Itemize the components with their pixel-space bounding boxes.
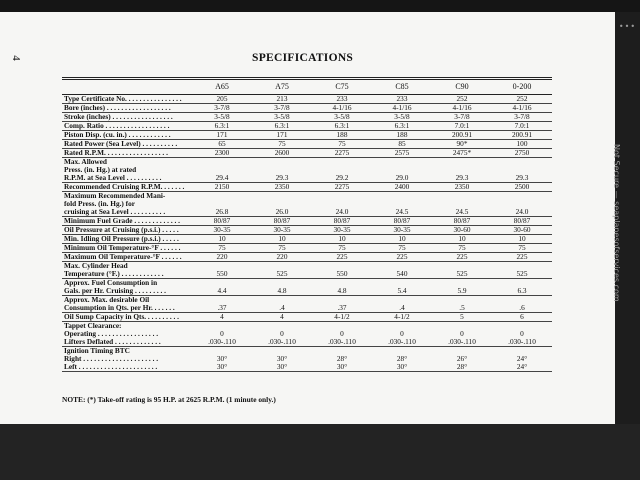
page-title: SPECIFICATIONS xyxy=(252,52,354,64)
cell-value: .5 xyxy=(432,296,492,313)
cell-value: 4.8 xyxy=(252,279,312,296)
cell-value: 24.5 xyxy=(432,192,492,217)
window-top-bar xyxy=(0,0,640,12)
cell-value: 75 xyxy=(192,244,252,253)
column-header: 0-200 xyxy=(492,80,552,95)
cell-value: 4-1/16 xyxy=(312,104,372,113)
cell-value: 2750 xyxy=(492,149,552,158)
document-page xyxy=(0,12,615,424)
cell-value: 2150 xyxy=(192,183,252,192)
cell-value: 7.0:1 xyxy=(492,122,552,131)
row-label: Stroke (inches) . . . . . . . . . . . . . . . . . xyxy=(62,113,192,122)
cell-value: 26.0 xyxy=(252,192,312,217)
cell-value: 0 .030-.110 xyxy=(372,322,432,347)
cell-value: 10 xyxy=(252,235,312,244)
cell-value: 85 xyxy=(372,140,432,149)
cell-value: 75 xyxy=(312,140,372,149)
cell-value: 6.3:1 xyxy=(192,122,252,131)
cell-value: 10 xyxy=(492,235,552,244)
cell-value: .4 xyxy=(372,296,432,313)
cell-value: 3-7/8 xyxy=(432,113,492,122)
cell-value: 525 xyxy=(252,262,312,279)
cell-value: .4 xyxy=(252,296,312,313)
cell-value: .6 xyxy=(492,296,552,313)
cell-value: 0 .030-.110 xyxy=(312,322,372,347)
cell-value: 2350 xyxy=(252,183,312,192)
row-label: Minimum Oil Temperature-°F . . . . . . xyxy=(62,244,192,253)
cell-value: 225 xyxy=(312,253,372,262)
cell-value: 24° xyxy=(492,363,552,372)
cell-value: 29.3 xyxy=(252,158,312,183)
cell-value: 29.4 xyxy=(192,158,252,183)
cell-value: 213 xyxy=(252,95,312,104)
cell-value: 2300 xyxy=(192,149,252,158)
cell-value: .37 xyxy=(192,296,252,313)
column-header: C85 xyxy=(372,80,432,95)
cell-value: 24.0 xyxy=(312,192,372,217)
cell-value: 28° xyxy=(432,363,492,372)
cell-value: 225 xyxy=(432,253,492,262)
cell-value: 525 xyxy=(432,262,492,279)
cell-value: 10 xyxy=(192,235,252,244)
page-number: 4 xyxy=(9,55,22,61)
cell-value: 26° xyxy=(456,354,468,363)
cell-value: 6 xyxy=(492,313,552,322)
cell-value: 30-60 xyxy=(432,226,492,235)
row-label: Oil Sump Capacity in Qts. . . . . . . . . . xyxy=(62,313,192,322)
cell-value: 30° xyxy=(192,363,252,372)
cell-value: 220 xyxy=(252,253,312,262)
cell-value: 200.91 xyxy=(432,131,492,140)
row-label: Max. Cylinder Head Temperature (°F.) . . . . . . . . . . . . xyxy=(62,262,192,279)
more-options-icon[interactable]: ••• xyxy=(618,22,637,31)
cell-value: 10 xyxy=(372,235,432,244)
cell-value: 90* xyxy=(432,140,492,149)
cell-value: 6.3 xyxy=(492,279,552,296)
table-row xyxy=(62,262,552,279)
cell-value: 6.3:1 xyxy=(252,122,312,131)
cell-value: 525 xyxy=(492,262,552,279)
cell-value: 75 xyxy=(372,244,432,253)
footnote: NOTE: (*) Take-off rating is 95 H.P. at 2625 R.P.M. (1 minute only.) xyxy=(62,395,276,404)
cell-value: 26.8 xyxy=(192,192,252,217)
cell-value: 171 xyxy=(192,131,252,140)
cell-value: 30° xyxy=(276,354,288,363)
cell-value: 30° xyxy=(372,363,432,372)
cell-value: 7.0:1 xyxy=(432,122,492,131)
cell-value: 3-7/8 xyxy=(192,104,252,113)
row-label: Ignition Timing BTC xyxy=(64,346,130,355)
cell-value: 4-1/16 xyxy=(492,104,552,113)
cell-value: 24.5 xyxy=(372,192,432,217)
cell-value: 80/87 xyxy=(312,217,372,226)
cell-value: 0 .030-.110 xyxy=(192,322,252,347)
cell-value: 75 xyxy=(492,244,552,253)
table-header-row xyxy=(62,80,552,95)
row-label: Max. Allowed Press. (in. Hg.) at rated R.P.M. at Sea Level . . . . . . . . . . xyxy=(62,158,192,183)
row-label: Bore (inches) . . . . . . . . . . . . . . . . . . xyxy=(62,104,192,113)
cell-value: 3-5/8 xyxy=(192,113,252,122)
cell-value: 200.91 xyxy=(492,131,552,140)
row-label: Min. Idling Oil Pressure (p.s.i.) . . . . . xyxy=(62,235,192,244)
cell-value: 0 .030-.110 xyxy=(492,322,552,347)
cell-value: 252 xyxy=(492,95,552,104)
header-spacer xyxy=(62,80,192,95)
cell-value: 188 xyxy=(312,131,372,140)
cell-value: 28° xyxy=(336,354,348,363)
cell-value: 75 xyxy=(312,244,372,253)
row-label: Maximum Oil Temperature-°F . . . . . . xyxy=(62,253,192,262)
cell-value: 29.0 xyxy=(372,158,432,183)
cell-value: .37 xyxy=(312,296,372,313)
cell-value: 6.3:1 xyxy=(312,122,372,131)
cell-value: 2475* xyxy=(432,149,492,158)
row-label: Piston Disp. (cu. in.) . . . . . . . . . . . . xyxy=(62,131,192,140)
cell-value: 30-35 xyxy=(312,226,372,235)
cell-value: 4.8 xyxy=(312,279,372,296)
row-label: Rated R.P.M. . . . . . . . . . . . . . . . . . xyxy=(62,149,192,158)
cell-value: 30° xyxy=(216,354,228,363)
cell-value: 80/87 xyxy=(192,217,252,226)
cell-value: 80/87 xyxy=(492,217,552,226)
cell-value: 233 xyxy=(372,95,432,104)
title-rule xyxy=(62,77,552,78)
row-label: Maximum Recommended Mani- fold Press. (in. Hg.) for cruising at Sea Level . . . . . . . . . . xyxy=(62,192,192,217)
cell-value: 30° xyxy=(312,363,372,372)
cell-value: 2400 xyxy=(372,183,432,192)
cell-value: 188 xyxy=(372,131,432,140)
cell-value: 2275 xyxy=(312,149,372,158)
cell-value: 550 xyxy=(312,262,372,279)
cell-value: 30-35 xyxy=(372,226,432,235)
browser-side-panel xyxy=(612,12,640,424)
table-row xyxy=(62,363,552,372)
cell-value: 3-5/8 xyxy=(372,113,432,122)
cell-value: 28° xyxy=(396,354,408,363)
table-row xyxy=(62,192,552,217)
row-label: Recommended Cruising R.P.M. . . . . . . xyxy=(62,183,192,192)
cell-value: 540 xyxy=(372,262,432,279)
cell-value: 4.4 xyxy=(192,279,252,296)
cell-value: 80/87 xyxy=(372,217,432,226)
row-label: Rated Power (Sea Level) . . . . . . . . . . xyxy=(62,140,192,149)
cell-value: 3-5/8 xyxy=(252,113,312,122)
row-label: Tappet Clearance: Operating . . . . . . . . . . . . . . . . . Lifters Deflated . . . . . . . . . . . . . xyxy=(62,322,192,347)
cell-value: 3-7/8 xyxy=(252,104,312,113)
cell-value: 2350 xyxy=(432,183,492,192)
cell-value: 225 xyxy=(372,253,432,262)
cell-value: 6.3:1 xyxy=(372,122,432,131)
cell-value: 30° xyxy=(252,363,312,372)
column-header: A75 xyxy=(252,80,312,95)
cell-value: 0 .030-.110 xyxy=(252,322,312,347)
cell-value: 4 xyxy=(252,313,312,322)
cell-value: 550 xyxy=(192,262,252,279)
cell-value: 5.9 xyxy=(432,279,492,296)
cell-value: 4-1/16 xyxy=(432,104,492,113)
cell-value: 4 xyxy=(192,313,252,322)
row-label: Right . . . . . . . . . . . . . . . . . . . . . xyxy=(64,354,159,363)
cell-value: 30-35 xyxy=(192,226,252,235)
site-url-label: Not Secure — seaplanesofservices.com xyxy=(612,144,621,302)
cell-value: 233 xyxy=(312,95,372,104)
cell-value: 65 xyxy=(192,140,252,149)
table-row xyxy=(62,322,552,347)
table-row xyxy=(62,296,552,313)
cell-value: 205 xyxy=(192,95,252,104)
column-header: C90 xyxy=(432,80,492,95)
cell-value: 3-7/8 xyxy=(492,113,552,122)
cell-value: 2575 xyxy=(372,149,432,158)
cell-value: 75 xyxy=(252,244,312,253)
cell-value: 4-1/2 xyxy=(312,313,372,322)
row-label: Approx. Fuel Consumption in Gals. per Hr. Cruising . . . . . . . . . xyxy=(62,279,192,296)
column-header: A65 xyxy=(192,80,252,95)
cell-value: 0 .030-.110 xyxy=(432,322,492,347)
cell-value: 24° xyxy=(516,354,528,363)
cell-value: 29.3 xyxy=(492,158,552,183)
row-label: Type Certificate No. . . . . . . . . . . . . . . . xyxy=(62,95,192,104)
cell-value: 80/87 xyxy=(432,217,492,226)
row-label: Left . . . . . . . . . . . . . . . . . . . . . . xyxy=(62,363,192,372)
cell-value: 5 xyxy=(432,313,492,322)
row-label: Oil Pressure at Cruising (p.s.i.) . . . . . xyxy=(62,226,192,235)
cell-value: 4-1/16 xyxy=(372,104,432,113)
cell-value: 75 xyxy=(432,244,492,253)
cell-value: 30-35 xyxy=(252,226,312,235)
table-row xyxy=(62,279,552,296)
cell-value: 3-5/8 xyxy=(312,113,372,122)
cell-value: 30-60 xyxy=(492,226,552,235)
cell-value: 225 xyxy=(492,253,552,262)
cell-value: 5.4 xyxy=(372,279,432,296)
cell-value: 4-1/2 xyxy=(372,313,432,322)
cell-value: 2500 xyxy=(492,183,552,192)
column-header: C75 xyxy=(312,80,372,95)
table-row xyxy=(62,149,552,158)
cell-value: 100 xyxy=(492,140,552,149)
cell-value: 2275 xyxy=(312,183,372,192)
table-row xyxy=(62,313,552,322)
table-row xyxy=(62,158,552,183)
cell-value: 220 xyxy=(192,253,252,262)
cell-value: 10 xyxy=(432,235,492,244)
cell-value: 252 xyxy=(432,95,492,104)
cell-value: 24.0 xyxy=(492,192,552,217)
window-bottom-bar xyxy=(0,424,640,480)
cell-value: 10 xyxy=(312,235,372,244)
table-body xyxy=(62,95,552,372)
specifications-table xyxy=(62,80,552,372)
row-label: Approx. Max. desirable Oil Consumption in Qts. per Hr. . . . . . . xyxy=(62,296,192,313)
cell-value: 2600 xyxy=(252,149,312,158)
cell-value: 29.2 xyxy=(312,158,372,183)
table-row xyxy=(62,253,552,262)
row-label: Minimum Fuel Grade . . . . . . . . . . . . . xyxy=(62,217,192,226)
cell-value: 29.3 xyxy=(432,158,492,183)
cell-value: 80/87 xyxy=(252,217,312,226)
cell-value: 75 xyxy=(252,140,312,149)
cell-value: 171 xyxy=(252,131,312,140)
row-label: Comp. Ratio . . . . . . . . . . . . . . . . . . xyxy=(62,122,192,131)
